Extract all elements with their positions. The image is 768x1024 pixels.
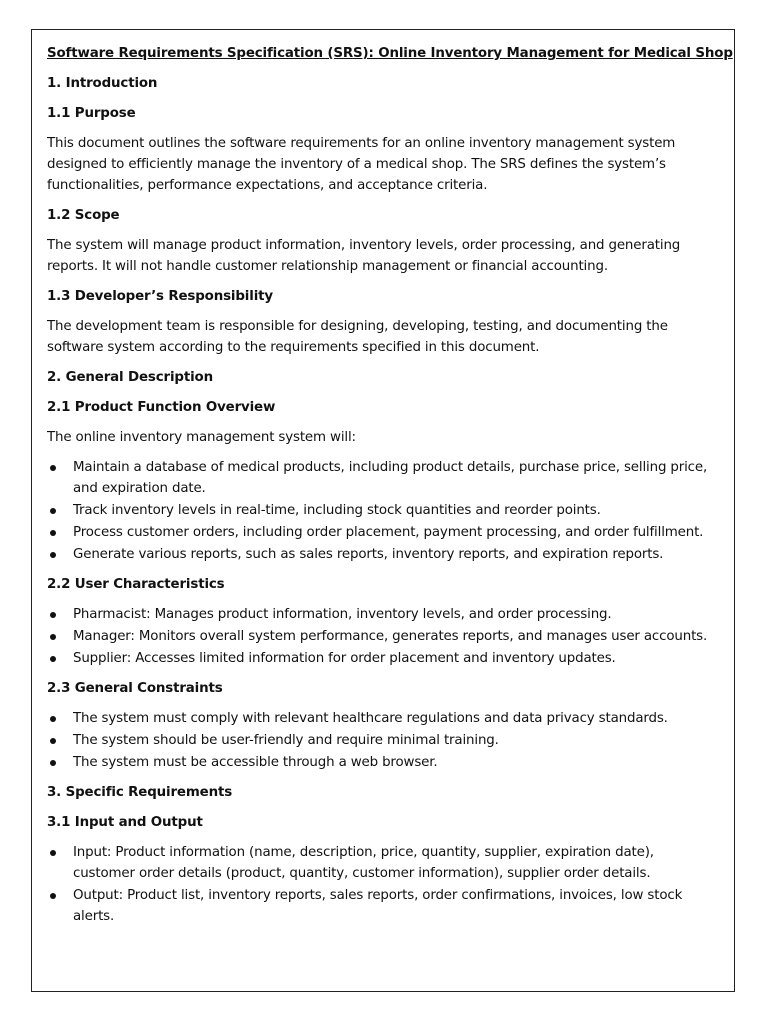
product-function-intro: The online inventory management system will: [47,430,356,445]
list-item [47,604,719,625]
document-page [31,29,735,992]
bullet-icon [50,850,56,856]
section-heading-user-characteristics: 2.2 User Characteristics [47,577,225,592]
bullet-icon [50,656,56,662]
list-item-text: Pharmacist: Manages product information, inventory levels, and order processing. [73,607,612,622]
list-item [47,885,719,927]
list-item [47,544,719,565]
list-item [47,648,719,669]
list-item [47,730,719,751]
scope-paragraph: The system will manage product information, inventory levels, order processing, and generating reports. It will not handle customer relationship management or financial accounting. [47,238,681,274]
general-constraints-list [47,708,719,773]
section-heading-general-constraints: 2.3 General Constraints [47,681,223,696]
user-characteristics-list [47,604,719,669]
bullet-icon [50,716,56,722]
list-item-text: Output: Product list, inventory reports, sales reports, order confirmations, invoices, low stock alerts. [73,888,683,924]
bullet-icon [50,738,56,744]
list-item-text: Input: Product information (name, description, price, quantity, supplier, expiration date), customer order details (product, quantity, customer information), supplier order details. [73,845,654,881]
bullet-icon [50,552,56,558]
section-heading-introduction: 1. Introduction [47,76,158,91]
developer-responsibility-paragraph: The development team is responsible for designing, developing, testing, and documenting the software system according to the requirements specified in this document. [47,319,668,355]
list-item-text: The system must be accessible through a web browser. [73,755,438,770]
product-function-list [47,457,719,565]
input-output-list [47,842,719,927]
purpose-paragraph: This document outlines the software requirements for an online inventory management system designed to efficiently manage the inventory of a medical shop. The SRS defines the system’s functionalities, performance expectations, and acceptance criteria. [47,136,676,193]
bullet-icon [50,530,56,536]
list-item [47,708,719,729]
section-heading-purpose: 1.1 Purpose [47,106,136,121]
list-item [47,842,719,884]
section-heading-product-function-overview: 2.1 Product Function Overview [47,400,276,415]
list-item-text: The system must comply with relevant healthcare regulations and data privacy standards. [73,711,668,726]
list-item [47,522,719,543]
section-heading-input-output: 3.1 Input and Output [47,815,203,830]
document-content [47,43,733,936]
list-item-text: Supplier: Accesses limited information for order placement and inventory updates. [73,651,616,666]
list-item-text: Maintain a database of medical products, including product details, purchase price, selling price, and expiration date. [73,460,708,496]
bullet-icon [50,893,56,899]
list-item [47,500,719,521]
section-heading-developer-responsibility: 1.3 Developer’s Responsibility [47,289,273,304]
list-item-text: Generate various reports, such as sales reports, inventory reports, and expiration reports. [73,547,664,562]
bullet-icon [50,465,56,471]
list-item-text: Track inventory levels in real-time, including stock quantities and reorder points. [73,503,601,518]
bullet-icon [50,508,56,514]
bullet-icon [50,760,56,766]
section-heading-specific-requirements: 3. Specific Requirements [47,785,233,800]
list-item-text: The system should be user-friendly and require minimal training. [73,733,499,748]
list-item [47,626,719,647]
list-item [47,752,719,773]
section-heading-general-description: 2. General Description [47,370,213,385]
list-item-text: Manager: Monitors overall system performance, generates reports, and manages user accounts. [73,629,708,644]
bullet-icon [50,634,56,640]
section-heading-scope: 1.2 Scope [47,208,120,223]
list-item [47,457,719,499]
document-title: Software Requirements Specification (SRS): Online Inventory Management for Medical Shop [47,46,733,61]
list-item-text: Process customer orders, including order placement, payment processing, and order fulfillment. [73,525,704,540]
bullet-icon [50,612,56,618]
